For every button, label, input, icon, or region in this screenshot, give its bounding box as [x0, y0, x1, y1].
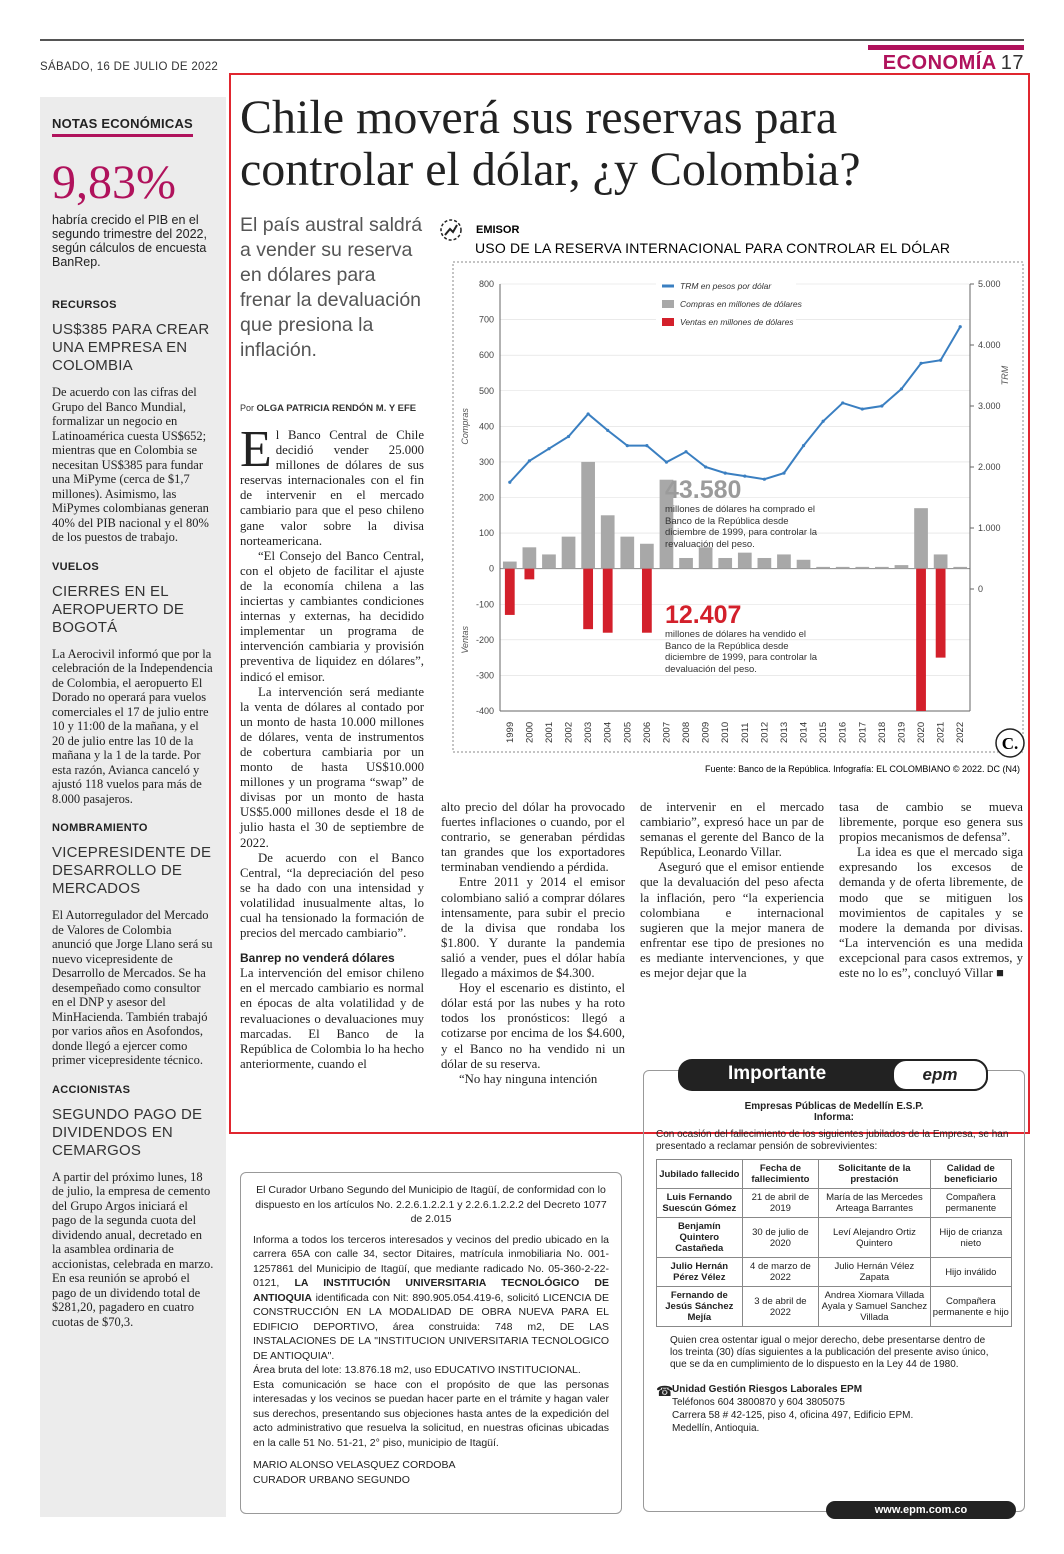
- x-tick-label: 2008: [681, 721, 693, 743]
- chart-kicker: EMISOR: [476, 224, 520, 236]
- bar-compras: [542, 554, 556, 568]
- article-column-4: [839, 800, 1023, 981]
- data-point-trm: [606, 429, 609, 432]
- section-name: ECONOMÍA: [882, 52, 997, 74]
- bar-compras: [875, 567, 889, 569]
- x-tick-label: 2006: [641, 721, 653, 743]
- epm-tag: Importante: [728, 1063, 827, 1084]
- article-deck: El país austral saldrá a vender su reserva en dólares para frenar la devaluación que presiona la inflación.: [240, 214, 423, 361]
- publication-logo: [996, 729, 1024, 757]
- table-header: Fecha de fallecimiento: [742, 1160, 819, 1189]
- trend-icon: [441, 220, 461, 240]
- y-tick-label: -200: [475, 634, 494, 645]
- y-tick-label: 200: [478, 492, 494, 503]
- y-tick-label: 0: [488, 563, 494, 574]
- annotation-compras-text-wrap: [665, 504, 830, 564]
- data-point-trm: [724, 472, 727, 475]
- bar-ventas: [642, 569, 652, 633]
- epm-informa: Informa:: [814, 1112, 854, 1123]
- x-tick-label: 2004: [602, 721, 614, 743]
- curador-notice: [240, 1172, 622, 1514]
- data-point-trm: [841, 401, 844, 404]
- data-point-trm: [645, 444, 648, 447]
- curador-signer-title: CURADOR URBANO SEGUNDO: [253, 1473, 410, 1486]
- x-tick-label: 2010: [720, 721, 732, 743]
- table-row: [657, 1218, 1012, 1258]
- bar-ventas: [505, 569, 515, 615]
- x-tick-label: 2002: [563, 721, 575, 743]
- note-body: A partir del próximo lunes, 18 de julio, la empresa de cemento del Grupo Argos iniciará el pago de la segunda cuota del dividendo anual, decretado en la asamblea ordinaria de accionistas, celebrada en marzo. En esa reunión se aprobó el pago de un dividendo total de $281,20, pagadero en cuatro cuotas de $70,3.: [52, 1169, 214, 1329]
- byline-name: OLGA PATRICIA RENDÓN M. Y EFE: [256, 403, 417, 414]
- curador-content: [241, 1173, 621, 1487]
- y-tick-label: 700: [478, 314, 494, 325]
- table-cell: 30 de julio de 2020: [742, 1218, 819, 1258]
- drop-cap: E: [240, 421, 272, 478]
- article-column-1: [240, 421, 424, 1072]
- x-tick-label: 2013: [778, 721, 790, 743]
- epm-intro: Con ocasión del fallecimiento de los siguientes jubilados de la Empresa, se han presentado a reclamar pensión de sobrevivientes:: [656, 1129, 1009, 1152]
- bar-ventas: [603, 569, 613, 633]
- curador-body-2: identificada con Nit: 890.905.054.419-6, solicitó LICENCIA DE CONSTRUCCIÓN EN LA MODALIDAD DE OBRA NUEVA PARA EL EDIFICIO DEPORTIVO, área construida: 748 m2, DE LAS INSTALACIONES DE LA "INSTITUCION UNIVERSITARIA TECNOLOGICO DE ANTIOQUIA".: [253, 1291, 609, 1362]
- x-tick-label: 2015: [818, 721, 830, 743]
- sidebar-notas: [40, 97, 226, 1517]
- table-header: Calidad de beneficiario: [930, 1160, 1011, 1189]
- date-line: SÁBADO, 16 DE JULIO DE 2022: [40, 61, 219, 73]
- x-tick-label: 1999: [504, 721, 516, 743]
- data-point-trm: [665, 461, 668, 464]
- paragraph: Hoy el escenario es distinto, el dólar está por las nubes y ha roto todos los pronósticos: llegó a cotizarse por encima de los $4.600, y el Banco no ha vendido ni un dólar de su reserva.: [441, 981, 625, 1071]
- table-cell: Compañera permanente: [930, 1189, 1011, 1218]
- x-tick-label: 2020: [916, 721, 928, 743]
- paragraph: “El Consejo del Banco Central, con el objeto de facilitar el ajuste de la economía chilena a las inciertas y cambiantes condiciones internas y externas, ha decidido implementar un programa de intervención cambiaria y provisión preventiva de liquidez en dólares”, indicó el emisor.: [240, 548, 424, 684]
- curador-body-3: Área bruta del lote: 13.876.18 m2, uso EDUCATIVO INSTITUCIONAL.: [253, 1364, 581, 1376]
- note-title: VICEPRESIDENTE DE DESARROLLO DE MERCADOS: [52, 844, 212, 897]
- paragraph: La idea es que el mercado siga expresando los excesos de demanda y de oferta libremente, de modo que se mitiguen los movimientos de capitales y se modere la demanda por divisas. “La intervención es una medida excepcional para casos extremos, y este no lo es”, concluyó Villar ■: [839, 845, 1023, 981]
- table-header: Solicitante de la prestación: [819, 1160, 930, 1189]
- legend-label: Ventas en millones de dólares: [680, 317, 794, 327]
- x-tick-label: 2021: [935, 721, 947, 743]
- epm-city: Medellín, Antioquia.: [672, 1423, 760, 1434]
- data-point-trm: [704, 465, 707, 468]
- bar-compras: [895, 565, 909, 569]
- x-tick-label: 2022: [955, 721, 967, 743]
- epm-table: [656, 1159, 1012, 1327]
- table-header: Jubilado fallecido: [657, 1160, 743, 1189]
- paragraph: Entre 2011 y 2014 el emisor colombiano salió a comprar dólares intensamente, para subir el precio de la divisa que rondaba los $1.800. Y durante la pandemia salió a vender, pues el dólar había llegado a máximos de $4.300.: [441, 875, 625, 981]
- legend-label: Compras en millones de dólares: [680, 299, 802, 309]
- paragraph: alto precio del dólar ha provocado fuertes inflaciones o cuando, por el contrario, se generaban pérdidas tan grandes que los exportadores terminaban vendiendo a pérdida.: [441, 800, 625, 875]
- logo-letter: C.: [1001, 734, 1019, 753]
- y-tick-label: 100: [478, 528, 494, 539]
- article-headline: [240, 92, 1020, 196]
- note-body: El Autorregulador del Mercado de Valores de Colombia anunció que Jorge Llano será su nuevo vicepresidente de Desarrollo de Mercados. Se ha desempeñado como consultor en el DNP y asesor del MinHacienda. También trabajó por varios años en Asofondos, donde llegó a ejercer como primer vicepresidente técnico.: [52, 908, 213, 1067]
- note-title: US$385 PARA CREAR UNA EMPRESA EN COLOMBIA: [52, 321, 210, 374]
- data-point-trm: [782, 472, 785, 475]
- annotation-ventas-text: millones de dólares ha vendido el Banco de la República desde diciembre de 1999, para controlar la devaluación del peso.: [665, 629, 818, 675]
- y-tick-label: 800: [478, 279, 494, 289]
- y-axis-label: Compras: [460, 408, 470, 445]
- table-cell: Julio Hernán Pérez Vélez: [657, 1258, 743, 1287]
- y-tick-label: -400: [475, 706, 494, 716]
- headline-line: Chile moverá sus reservas para: [240, 91, 838, 144]
- x-tick-label: 2014: [798, 721, 810, 743]
- byline: [240, 403, 416, 414]
- paragraph: [240, 421, 424, 549]
- y2-tick-label: 4.000: [978, 340, 1001, 350]
- data-point-trm: [743, 475, 746, 478]
- table-cell: Luis Fernando Suescún Gómez: [657, 1189, 743, 1218]
- paragraph-text: l Banco Central de Chile decidió vender 25.000 millones de dólares de sus reservas internacionales con el fin de intervenir en el mercado cambiario para que el peso chileno gane valor sobre la divisa norteamericana.: [240, 428, 424, 548]
- sidebar-header: NOTAS ECONÓMICAS: [52, 116, 193, 137]
- table-row: [657, 1258, 1012, 1287]
- chart-plot: [460, 276, 1010, 743]
- epm-logo: epm: [922, 1065, 958, 1084]
- y2-tick-label: 3.000: [978, 401, 1001, 411]
- y2-axis-label: TRM: [1000, 365, 1010, 386]
- note-label: NOMBRAMIENTO: [52, 822, 148, 834]
- note-label: RECURSOS: [52, 299, 117, 311]
- y2-tick-label: 2.000: [978, 462, 1001, 472]
- epm-contact: [656, 1383, 1012, 1435]
- curador-body-bold: LA INSTITUCIÓN UNIVERSITARIA TECNOLÓGICO DE ANTIOQUIA: [253, 1277, 609, 1304]
- x-tick-label: 2017: [857, 721, 869, 743]
- bar-compras: [836, 567, 850, 569]
- note-body: De acuerdo con las cifras del Grupo del Banco Mundial, formalizar un negocio en Latinoamérica cuesta US$652; mientras que en Colombia se necesitan US$385 para fundar una MiPyme (cerca de $1,7 millones). Asimismo, las MiPymes colombianas generan 40% del PIB nacional y el 80% de los puestos de trabajo.: [52, 385, 209, 544]
- x-tick-label: 2007: [661, 721, 673, 743]
- epm-logo-box: [892, 1059, 988, 1091]
- y-tick-label: 500: [478, 385, 494, 396]
- data-point-trm: [959, 325, 962, 328]
- table-cell: Leví Alejandro Ortiz Quintero: [819, 1218, 930, 1258]
- subhead: Banrep no venderá dólares: [240, 951, 395, 966]
- headline-line: controlar el dólar, ¿y Colombia?: [240, 143, 861, 196]
- bar-compras: [816, 567, 830, 569]
- y2-tick-label: 0: [978, 584, 984, 594]
- table-row: [657, 1189, 1012, 1218]
- epm-company: Empresas Públicas de Medellín E.S.P.: [744, 1101, 924, 1112]
- byline-prefix: Por: [240, 403, 255, 413]
- note-label: ACCIONISTAS: [52, 1083, 131, 1096]
- article-column-3: [640, 800, 824, 981]
- chart-title: USO DE LA RESERVA INTERNACIONAL PARA CONTROLAR EL DÓLAR: [475, 240, 951, 256]
- y2-tick-label: 1.000: [978, 523, 1001, 533]
- y-tick-label: 400: [478, 421, 494, 432]
- epm-banner: [678, 1059, 988, 1091]
- x-tick-label: 2003: [583, 721, 595, 743]
- epm-notice: [643, 1063, 1025, 1516]
- bar-compras: [953, 567, 967, 569]
- bar-compras: [581, 462, 595, 569]
- data-point-trm: [626, 444, 629, 447]
- big-figure-note: habría crecido el PIB en el segundo trimestre del 2022, según cálculos de encuesta BanRep.: [52, 213, 207, 269]
- curador-body: [253, 1233, 609, 1364]
- data-point-trm: [508, 481, 511, 484]
- y-tick-label: -300: [475, 670, 494, 681]
- data-point-trm: [567, 435, 570, 438]
- bar-compras: [523, 547, 537, 568]
- table-cell: Fernando de Jesús Sánchez Mejía: [657, 1287, 743, 1327]
- data-point-trm: [763, 478, 766, 481]
- table-cell: María de las Mercedes Arteaga Barrantes: [819, 1189, 930, 1218]
- table-cell: 21 de abril de 2019: [742, 1189, 819, 1218]
- paragraph: La intervención del emisor chileno en el mercado cambiario es normal en épocas de alta volatilidad y de revaluaciones o devaluaciones muy marcadas. El Banco de la República de Colombia lo ha hecho anteriormente, cuando el: [240, 966, 424, 1071]
- curador-signer: MARIO ALONSO VELASQUEZ CORDOBA: [253, 1459, 456, 1471]
- note-body: La Aerocivil informó que por la celebración de la Independencia de Colombia, el aeropuerto El Dorado no operará para vuelos comerciales el 17 de julio entre 10 y 11:00 de la mañana, y el 20 de julio entre las 10 de la mañana y la 1 de la tarde. Por esta razón, Avianca canceló y ajustó 118 vuelos para más de 8.000 pasajeros.: [52, 646, 213, 806]
- note-title: CIERRES EN EL AEROPUERTO DE BOGOTÁ: [52, 582, 185, 636]
- table-cell: 3 de abril de 2022: [742, 1287, 819, 1327]
- data-point-trm: [684, 450, 687, 453]
- chart-source: Fuente: Banco de la República. Infografía: EL COLOMBIANO © 2022. DC (N4): [705, 764, 1020, 774]
- legend-swatch-compras: [662, 300, 674, 308]
- x-tick-label: 2016: [837, 721, 849, 743]
- chart-infographic: [440, 218, 1025, 778]
- paragraph: tasa de cambio se mueva libremente, porque eso genera sus propios mecanismos de defensa”.: [839, 800, 1023, 845]
- data-point-trm: [587, 412, 590, 415]
- annotation-compras-value: 43.580: [665, 476, 742, 504]
- bar-compras: [562, 537, 576, 569]
- bar-compras: [503, 562, 517, 569]
- y-tick-label: -100: [475, 599, 494, 610]
- table-cell: Compañera permanente e hijo: [930, 1287, 1011, 1327]
- y-tick-label: 600: [478, 350, 494, 361]
- epm-address: Carrera 58 # 42-125, piso 4, oficina 497, Edificio EPM.: [672, 1410, 914, 1421]
- top-rule: [40, 39, 1024, 41]
- note-title: SEGUNDO PAGO DE DIVIDENDOS EN CEMARGOS: [52, 1105, 203, 1159]
- annotation-ventas-value: 12.407: [665, 601, 742, 629]
- table-header-row: [657, 1160, 1012, 1189]
- bar-compras: [855, 567, 869, 569]
- x-tick-label: 2011: [739, 722, 751, 743]
- series-line-trm: [510, 327, 960, 483]
- paragraph: de intervenir en el mercado cambiario”, expresó hace un par de semanas el gerente del Banco de la República, Leonardo Villar.: [640, 800, 824, 860]
- note-label: VUELOS: [52, 560, 100, 573]
- table-cell: Benjamín Quintero Castañeda: [657, 1218, 743, 1258]
- data-point-trm: [802, 444, 805, 447]
- curador-intro: El Curador Urbano Segundo del Municipio de Itagüí, de conformidad con lo dispuesto en los artículos No. 2.2.6.1.2.2.1 y 2.2.6.1.2.2.2 del Decreto 1077 de 2.015: [255, 1184, 607, 1225]
- data-point-trm: [528, 459, 531, 462]
- bar-ventas: [524, 569, 534, 580]
- epm-url[interactable]: www.epm.com.co: [826, 1501, 1016, 1519]
- x-tick-label: 2019: [896, 721, 908, 743]
- data-point-trm: [547, 447, 550, 450]
- data-point-trm: [822, 420, 825, 423]
- article-column-2: [441, 800, 625, 1087]
- data-point-trm: [880, 404, 883, 407]
- table-row: [657, 1287, 1012, 1327]
- epm-legal-notice: Quien crea ostentar igual o mejor derecho, debe presentarse dentro de los treinta (30) días siguientes a la publicación del presente aviso único, que se da en cumplimiento de lo dispuesto en la Ley 44 de 1980.: [670, 1335, 989, 1370]
- x-tick-label: 2005: [622, 721, 634, 743]
- data-point-trm: [919, 362, 922, 365]
- epm-unit: Unidad Gestión Riesgos Laborales EPM: [672, 1384, 863, 1395]
- bar-ventas: [936, 569, 946, 658]
- bar-ventas: [583, 569, 593, 629]
- section-label: [883, 52, 1024, 75]
- annotation-ventas-text-wrap: [665, 629, 830, 689]
- curador-body-4: Esta comunicación se hace con el propósito de que las personas interesadas y los vecinos se puedan hacer parte en el trámite y hagan valer sus derechos, presentando sus objeciones hasta antes de la expedición del acto administrativo que resuelva la solicitud, en nuestras oficinas ubicadas en la calle 51 No. 51-21, 2° piso, municipio de Itagüí.: [253, 1378, 609, 1449]
- paragraph: “No hay ninguna intención: [459, 1071, 598, 1086]
- table-cell: Andrea Xiomara Villada Ayala y Samuel Sanchez Villada: [819, 1287, 930, 1327]
- big-figure: 9,83%: [52, 156, 176, 209]
- epm-content: [656, 1101, 1012, 1435]
- legend-swatch-ventas: [662, 318, 674, 326]
- curador-body-1: Informa a todos los terceros interesados y vecinos del predio ubicado en la carrera 65A con calle 34, sector Ditaires, matrícula inmobiliaria No. 001-1257861 del Municipio de Itagüí, que mediante radicado No. 05-360-2-22-0121,: [253, 1233, 609, 1289]
- bar-compras: [914, 508, 928, 568]
- table-cell: Hijo inválido: [930, 1258, 1011, 1287]
- bar-ventas: [916, 569, 926, 711]
- x-tick-label: 2001: [543, 721, 555, 743]
- data-point-trm: [900, 387, 903, 390]
- epm-phones: Teléfonos 604 3800870 y 604 3805075: [672, 1397, 845, 1408]
- page-number: 17: [1000, 52, 1024, 74]
- data-point-trm: [939, 359, 942, 362]
- chart-svg: [440, 218, 1025, 778]
- table-cell: Hijo de crianza nieto: [930, 1218, 1011, 1258]
- paragraph: La intervención será mediante la venta de dólares al contado por un monto de hasta 10.000 millones de dólares, venta de instrumentos de cobertura cambiaria por un monto de hasta US$10.000 millones y un programa “swap” de divisas por un monto de hasta US$5.000 millones desde el 18 de julio hasta el 30 de septiembre de 2022.: [240, 684, 424, 850]
- x-tick-label: 2018: [876, 721, 888, 743]
- y2-tick-label: 5.000: [978, 279, 1001, 289]
- annotation-compras-text: millones de dólares ha comprado el Banco de la República desde diciembre de 1999, para controlar la revaluación del peso.: [665, 504, 818, 550]
- x-tick-label: 2012: [759, 721, 771, 743]
- x-tick-label: 2000: [524, 721, 536, 743]
- y-axis-label: Ventas: [460, 625, 470, 654]
- x-tick-label: 2009: [700, 721, 712, 743]
- phone-icon: ☎: [656, 1383, 674, 1399]
- table-cell: Julio Hernán Vélez Zapata: [819, 1258, 930, 1287]
- bar-compras: [601, 515, 615, 568]
- data-point-trm: [861, 407, 864, 410]
- paragraph: De acuerdo con el Banco Central, “la depreciación del peso se ha dado con una intensidad y volatilidad inusualmente altas, lo cual ha tensionado la formación de precios del mercado cambiario”.: [240, 850, 424, 941]
- y-tick-label: 300: [478, 456, 494, 467]
- legend-label: TRM en pesos por dólar: [680, 281, 772, 291]
- table-cell: 4 de marzo de 2022: [742, 1258, 819, 1287]
- paragraph: Aseguró que el emisor entiende que la devaluación del peso afecta la inflación, pero “la experiencia colombiana e internacional sugieren que la mejor manera de enfrentar ese tipo de presiones no es mediante intervenciones, y que es mejor dejar que la: [640, 860, 824, 981]
- bar-compras: [640, 544, 654, 569]
- bar-compras: [620, 537, 634, 569]
- section-color-bar: [868, 45, 1024, 50]
- bar-compras: [934, 554, 948, 568]
